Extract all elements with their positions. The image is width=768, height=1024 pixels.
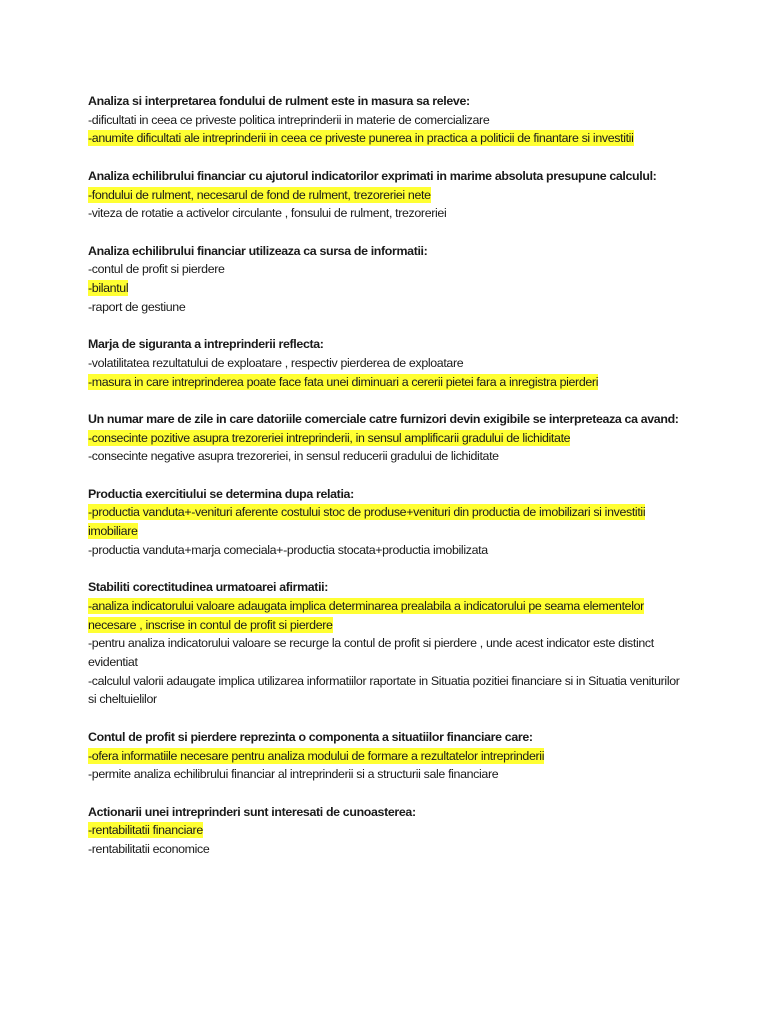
highlighted-answer: -productia vanduta+-venituri aferente costului stoc de produse+venituri din productia de imobilizari si investitii imobiliare [88, 505, 646, 539]
answer-option: -rentabilitatii economice [88, 842, 210, 856]
question-block-7 [88, 578, 688, 709]
question-block-5 [88, 410, 688, 466]
highlighted-answer: -bilantul [88, 281, 129, 295]
question-text: Analiza si interpretarea fondului de rulment este in masura sa releve: [88, 94, 470, 108]
question-block-9 [88, 803, 688, 859]
question-text: Stabiliti corectitudinea urmatoarei afirmatii: [88, 580, 329, 595]
question-text: Marja de siguranta a intreprinderii reflecta: [88, 337, 324, 352]
answer-option-correct [88, 503, 688, 540]
answer-option: -raport de gestiune [88, 299, 186, 314]
question-text: Actionarii unei intreprinderi sunt interesati de cunoasterea: [88, 804, 416, 819]
answer-option: -productia vanduta+marja comeciala+-productia stocata+productia imobilizata [88, 542, 488, 557]
answer-option: -consecinte negative asupra trezoreriei, in sensul reducerii gradului de lichiditate [88, 449, 499, 464]
answer-option-correct [88, 747, 688, 766]
question-text: Contul de profit si pierdere reprezinta o componenta a situatiilor financiare care: [88, 729, 533, 744]
answer-option: -volatilitatea rezultatului de exploatare , respectiv pierderea de exploatare [88, 355, 464, 370]
question-block-6 [88, 485, 688, 560]
question-block-4 [88, 335, 688, 391]
answer-option-correct [88, 186, 688, 205]
highlighted-answer: -consecinte pozitive asupra trezoreriei intreprinderii, in sensul amplificarii gradului de lichiditate [88, 430, 571, 445]
question-block-3 [88, 242, 688, 317]
answer-option-correct [88, 429, 688, 448]
highlighted-answer: -analiza indicatorului valoare adaugata implica determinarea prealabila a indicatorului pe seama elementelor necesare , inscrise in contul de profit si pierdere [88, 598, 644, 632]
question-block-8 [88, 728, 688, 784]
highlighted-answer: -anumite dificultati ale intreprinderii in ceea ce priveste punerea in practica a politicii de finantare si investitii [88, 131, 634, 146]
answer-option-correct [88, 129, 688, 148]
highlighted-answer: -fondului de rulment, necesarul de fond de rulment, trezoreriei nete [88, 187, 431, 202]
answer-option: -viteza de rotatie a activelor circulante , fonsului de rulment, trezoreriei [88, 206, 447, 221]
question-text: Analiza echilibrului financiar cu ajutorul indicatorilor exprimati in marime absoluta presupune calculul: [88, 168, 657, 183]
answer-option: -contul de profit si pierdere [88, 262, 225, 277]
answer-option-correct [88, 821, 688, 840]
answer-option-correct [88, 373, 688, 392]
question-text: Un numar mare de zile in care datoriile comerciale catre furnizori devin exigibile se interpreteaza ca avand: [88, 411, 679, 426]
question-block-2 [88, 167, 688, 223]
question-text: Productia exercitiului se determina dupa relatia: [88, 486, 354, 501]
answer-option: -dificultati in ceea ce priveste politica intreprinderii in materie de comercializare [88, 112, 490, 127]
answer-option: -permite analiza echilibrului financiar al intreprinderii si a structurii sale financiare [88, 767, 499, 782]
highlighted-answer: -ofera informatiile necesare pentru analiza modului de formare a rezultatelor intreprinderii [88, 748, 545, 763]
answer-option-correct [88, 597, 688, 634]
answer-option: -pentru analiza indicatorului valoare se recurge la contul de profit si pierdere , unde acest indicator este distinct evidentiat [88, 636, 654, 669]
answer-option: -calculul valorii adaugate implica utilizarea informatiilor raportate in Situatia pozitiei financiare si in Situatia veniturilor si cheltuielilor [88, 673, 680, 707]
question-text: Analiza echilibrului financiar utilizeaza ca sursa de informatii: [88, 243, 428, 258]
quiz-content [88, 92, 688, 877]
highlighted-answer: -rentabilitatii financiare [88, 823, 203, 838]
answer-option-correct [88, 279, 688, 298]
question-block-1 [88, 92, 688, 148]
highlighted-answer: -masura in care intreprinderea poate face fata unei diminuari a cererii pietei fara a inregistra pierderi [88, 374, 599, 389]
